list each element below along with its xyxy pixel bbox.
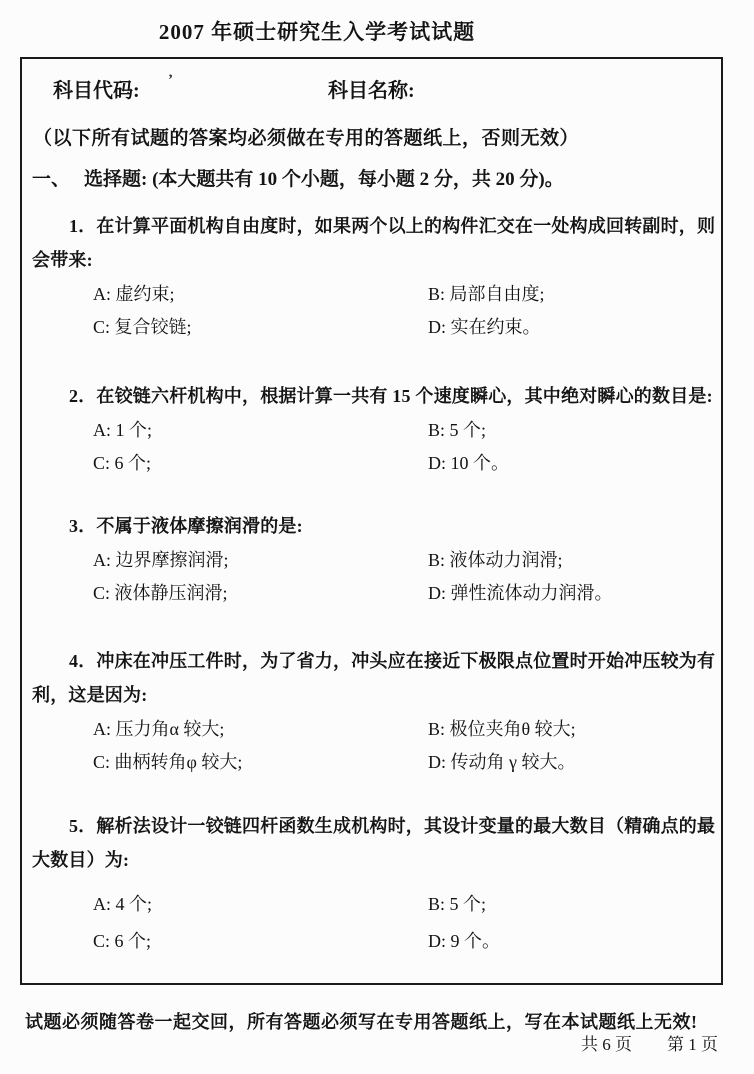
option-d: D: 实在约束。 [428,317,541,337]
option-c: C: 液体静压润滑; [93,583,228,603]
option-row [32,414,718,447]
page-number: 第 1 页 [667,1035,718,1054]
option-a: A: 压力角α 较大; [93,719,225,739]
option-row [32,447,718,480]
question-1-options [32,278,718,344]
page-total: 共 6 页 [581,1035,632,1054]
option-d: D: 弹性流体动力润滑。 [428,583,613,603]
subject-header-row [22,72,721,102]
option-row [32,278,718,311]
subject-name-label: 科目名称: [328,80,415,102]
section-title: 选择题: (本大题共有 10 个小题，每小题 2 分，共 20 分)。 [84,169,564,190]
answer-sheet-notice: （以下所有试题的答案均必须做在专用的答题纸上，否则无效） [33,128,580,149]
option-row [32,544,718,577]
option-c: C: 复合铰链; [93,317,192,337]
option-row [32,577,718,610]
question-4-text: 4．冲床在冲压工件时，为了省力，冲头应在接近下极限点位置时开始冲压较为有利，这是因为: [32,651,716,705]
exam-content-box [20,57,723,985]
option-c: C: 6 个; [93,453,152,473]
option-a: A: 边界摩擦润滑; [93,550,229,570]
question-5-text: 5．解析法设计一铰链四杆函数生成机构时，其设计变量的最大数目（精确点的最大数目）为: [32,816,716,870]
option-a: A: 4 个; [93,894,153,914]
question-3-text: 3．不属于液体摩擦润滑的是: [69,516,303,536]
option-d: D: 10 个。 [428,453,509,473]
question-4-options [32,713,718,779]
option-d: D: 传动角 γ 较大。 [428,752,576,772]
question-2 [32,379,718,480]
option-b: B: 5 个; [428,894,487,914]
footer-warning: 试题必须随答卷一起交回，所有答题必须写在专用答题纸上，写在本试题纸上无效! [25,1012,698,1032]
question-3 [32,509,718,610]
question-5-options [32,886,718,960]
question-1-text: 1．在计算平面机构自由度时，如果两个以上的构件汇交在一处构成回转副时，则会带来: [32,216,716,270]
option-row [32,311,718,344]
option-a: A: 虚约束; [93,284,175,304]
option-row [32,923,718,960]
option-b: B: 极位夹角θ 较大; [428,719,576,739]
subject-code-label: 科目代码: [53,80,140,102]
section-number: 一、 [32,169,71,190]
question-4 [32,644,718,779]
option-c: C: 6 个; [93,931,152,951]
option-row [32,886,718,923]
option-row [32,713,718,746]
question-3-options [32,544,718,610]
question-5 [32,809,718,960]
question-2-text: 2．在铰链六杆机构中，根据计算一共有 15 个速度瞬心，其中绝对瞬心的数目是: [69,386,713,406]
option-b: B: 5 个; [428,420,487,440]
option-row [32,746,718,779]
option-d: D: 9 个。 [428,931,500,951]
question-2-options [32,414,718,480]
question-1 [32,209,718,344]
page-title: 2007 年硕士研究生入学考试试题 [158,20,476,44]
option-c: C: 曲柄转角φ 较大; [93,752,243,772]
option-b: B: 局部自由度; [428,284,545,304]
scan-artifact-mark: ’ [168,72,173,88]
section-heading [32,164,564,191]
option-b: B: 液体动力润滑; [428,550,563,570]
option-a: A: 1 个; [93,420,153,440]
